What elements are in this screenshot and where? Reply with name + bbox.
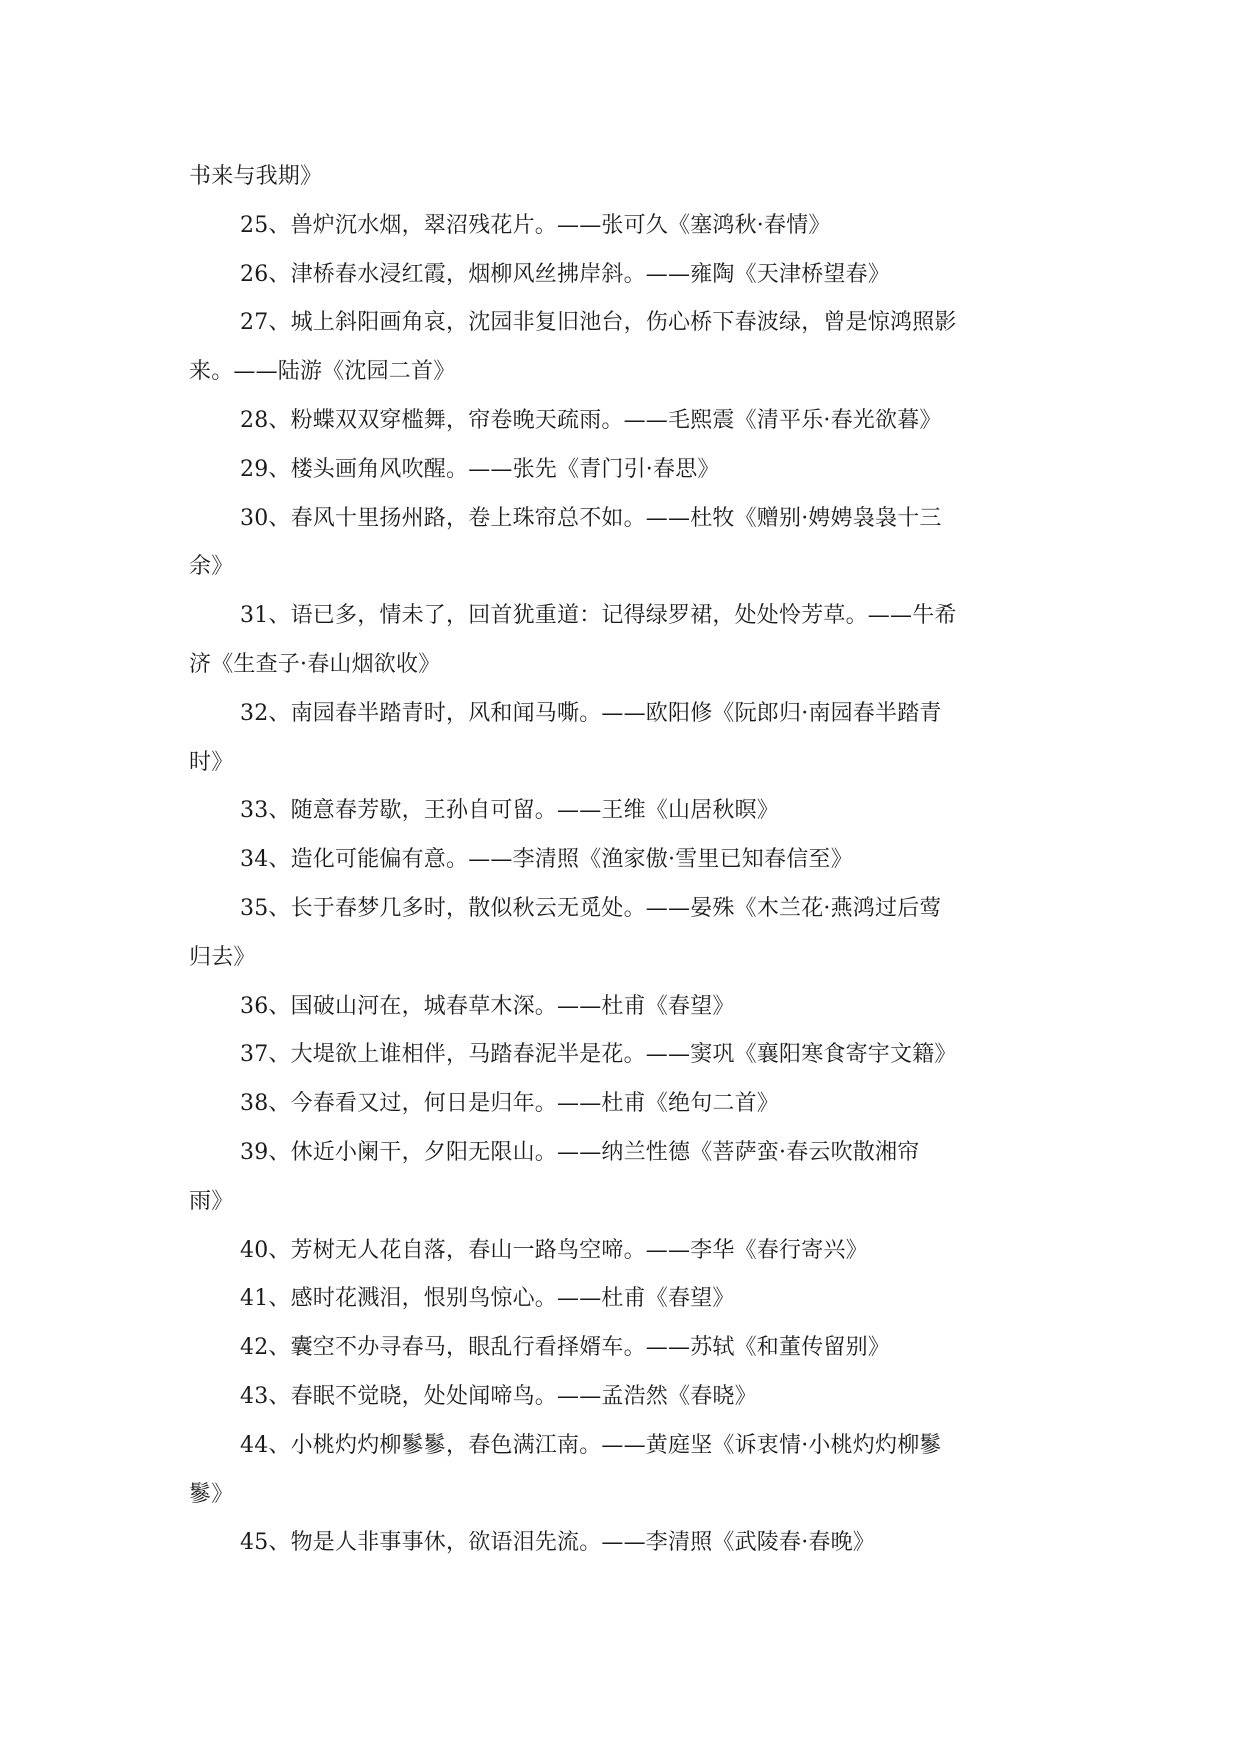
text-line: 31、语已多，情未了，回首犹重道：记得绿罗裙，处处怜芳草。——牛希 [240, 603, 957, 629]
text-line: 25、兽炉沉水烟，翠沼残花片。——张可久《塞鸿秋·春情》 [240, 212, 831, 238]
text-line: 鬖》 [189, 1481, 234, 1507]
text-line: 28、粉蝶双双穿槛舞，帘卷晚天疏雨。——毛熙震《清平乐·春光欲暮》 [240, 407, 942, 433]
text-line: 归去》 [189, 944, 256, 970]
document-body [189, 153, 1049, 1568]
text-line: 27、城上斜阳画角哀，沈园非复旧池台，伤心桥下春波绿，曾是惊鸿照影 [240, 310, 957, 336]
text-line: 来。——陆游《沈园二首》 [189, 359, 456, 385]
text-line: 36、国破山河在，城春草木深。——杜甫《春望》 [240, 993, 735, 1019]
text-line: 30、春风十里扬州路，卷上珠帘总不如。——杜牧《赠别·娉娉袅袅十三 [240, 505, 942, 531]
text-line: 40、芳树无人花自落，春山一路鸟空啼。——李华《春行寄兴》 [240, 1237, 868, 1263]
text-line: 45、物是人非事事休，欲语泪先流。——李清照《武陵春·春晚》 [240, 1530, 875, 1556]
text-line: 26、津桥春水浸红霞，烟柳风丝拂岸斜。——雍陶《天津桥望春》 [240, 261, 890, 287]
text-line: 时》 [189, 749, 234, 775]
text-line: 32、南园春半踏青时，风和闻马嘶。——欧阳修《阮郎归·南园春半踏青 [240, 700, 942, 726]
text-line: 34、造化可能偏有意。——李清照《渔家傲·雪里已知春信至》 [240, 847, 853, 873]
text-line: 雨》 [189, 1188, 234, 1214]
text-line: 43、春眠不觉晓，处处闻啼鸟。——孟浩然《春晓》 [240, 1383, 757, 1409]
text-line: 35、长于春梦几多时，散似秋云无觅处。——晏殊《木兰花·燕鸿过后莺 [240, 895, 942, 921]
text-line: 38、今春看又过，何日是归年。——杜甫《绝句二首》 [240, 1091, 779, 1117]
text-line: 37、大堤欲上谁相伴，马踏春泥半是花。——窦巩《襄阳寒食寄宇文籍》 [240, 1042, 957, 1068]
text-line: 44、小桃灼灼柳鬖鬖，春色满江南。——黄庭坚《诉衷情·小桃灼灼柳鬖 [240, 1432, 942, 1458]
text-line: 余》 [189, 554, 234, 580]
text-line: 41、感时花溅泪，恨别鸟惊心。——杜甫《春望》 [240, 1286, 735, 1312]
text-line: 书来与我期》 [189, 164, 323, 189]
text-line: 33、随意春芳歇，王孙自可留。——王维《山居秋暝》 [240, 798, 779, 824]
text-line: 29、楼头画角风吹醒。——张先《青门引·春思》 [240, 456, 720, 482]
text-line: 42、囊空不办寻春马，眼乱行看择婿车。——苏轼《和董传留别》 [240, 1335, 890, 1361]
text-line: 39、休近小阑干，夕阳无限山。——纳兰性德《菩萨蛮·春云吹散湘帘 [240, 1139, 920, 1165]
text-line: 济《生查子·春山烟欲收》 [189, 651, 441, 677]
